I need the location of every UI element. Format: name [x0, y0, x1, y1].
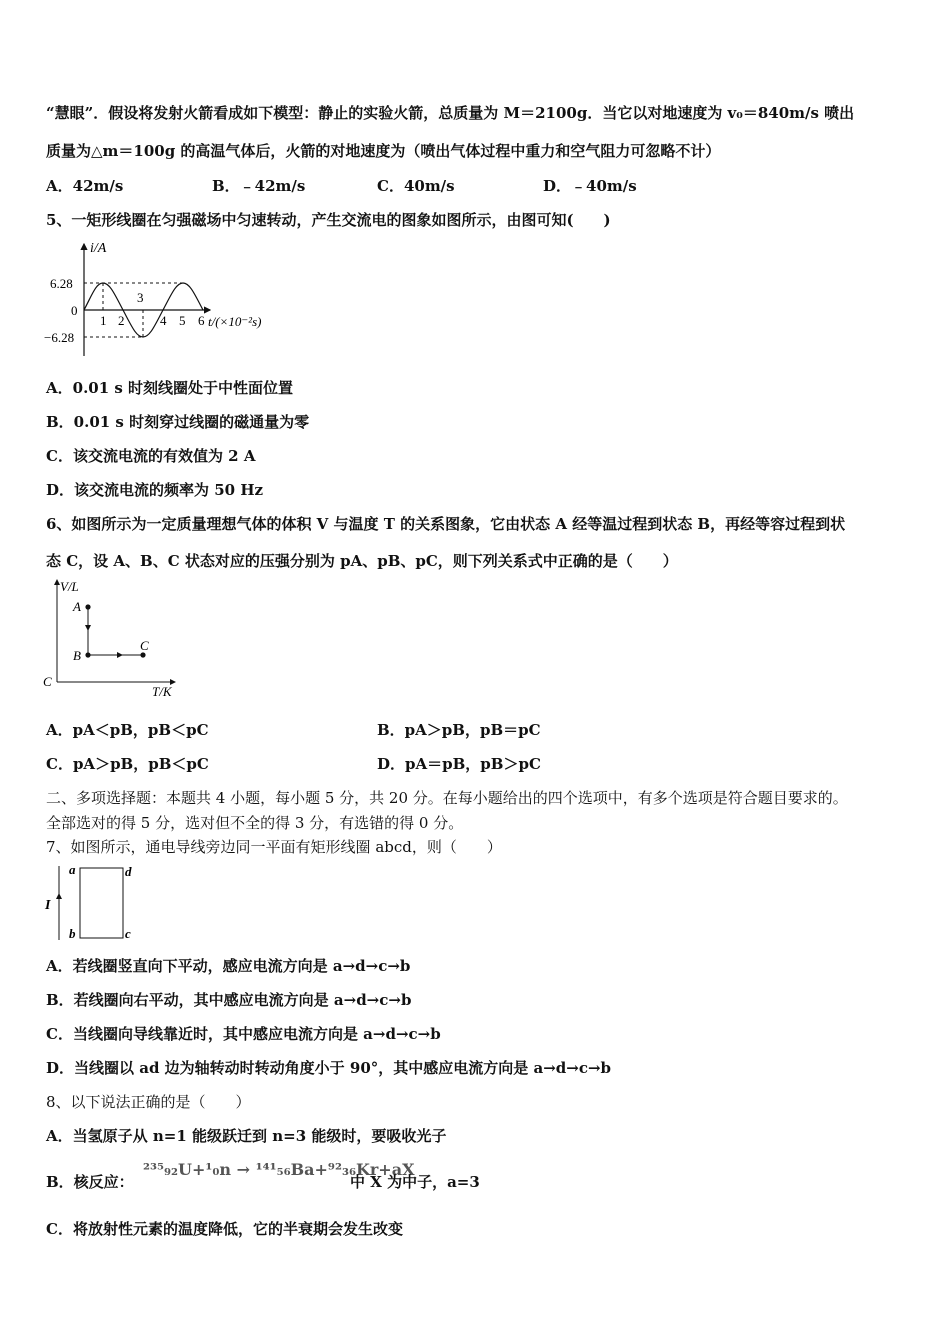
- q7-option-d[interactable]: D．当线圈以 ad 边为轴转动时转动角度小于 90°，其中感应电流方向是 a→d→c→b: [46, 1059, 612, 1077]
- q6-vt-graph: [40, 576, 190, 701]
- q6-option-d[interactable]: D．pA＝pB，pB＞pC: [377, 755, 541, 773]
- q8-stem: 8、以下说法正确的是（ ）: [46, 1093, 251, 1111]
- q8-option-a[interactable]: A．当氢原子从 n=1 能级跃迁到 n=3 能级时，要吸收光子: [46, 1127, 447, 1145]
- q6-line1: 6、如图所示为一定质量理想气体的体积 V 与温度 T 的关系图象，它由状态 A 经等温过程到状态 B，再经等容过程到状: [46, 515, 846, 533]
- q5-tick-3: 3: [137, 290, 144, 305]
- q5-tick-2: 2: [118, 313, 125, 328]
- q5-tick-5: 5: [179, 313, 186, 328]
- q5-zero-label: 0: [71, 303, 78, 318]
- q8-option-b-equation: ²³⁵₉₂U+¹₀n → ¹⁴¹₅₆Ba+⁹²₃₆Kr+aX: [143, 1160, 415, 1179]
- q8-option-b-prefix[interactable]: B．核反应：: [46, 1173, 134, 1191]
- section2-line1: 二、多项选择题：本题共 4 小题，每小题 5 分，共 20 分。在每小题给出的四个选项中，有多个选项是符合题目要求的。: [46, 789, 848, 807]
- q7-label-a: a: [69, 862, 76, 877]
- q8-option-b-suffix: 中 X 为中子，a=3: [350, 1173, 480, 1191]
- q5-xlabel: t/(×10⁻²s): [208, 314, 262, 329]
- q5-option-c[interactable]: C．该交流电流的有效值为 2 A: [46, 447, 256, 465]
- q4-option-d[interactable]: D．﹣40m/s: [543, 177, 637, 195]
- q6-option-a[interactable]: A．pA＜pB，pB＜pC: [46, 721, 209, 739]
- q6-option-c[interactable]: C．pA＞pB，pB＜pC: [46, 755, 209, 773]
- q7-label-b: b: [69, 926, 76, 941]
- q5-ymax-label: 6.28: [50, 276, 73, 291]
- q7-option-b[interactable]: B．若线圈向右平动，其中感应电流方向是 a→d→c→b: [46, 991, 412, 1009]
- q6-point-a: [85, 604, 90, 609]
- q7-current-label: I: [45, 898, 51, 913]
- q7-stem: 7、如图所示，通电导线旁边同一平面有矩形线圈 abcd，则（ ）: [46, 838, 502, 856]
- q5-tick-1: 1: [100, 313, 107, 328]
- q6-option-b[interactable]: B．pA＞pB，pB＝pC: [377, 721, 541, 739]
- q4-option-a[interactable]: A．42m/s: [46, 177, 124, 195]
- q7-option-a[interactable]: A．若线圈竖直向下平动，感应电流方向是 a→d→c→b: [46, 957, 411, 975]
- q4-option-b[interactable]: B．﹣42m/s: [212, 177, 306, 195]
- q6-label-a: A: [73, 599, 81, 614]
- q6-line2: 态 C，设 A、B、C 状态对应的压强分别为 pA、pB、pC，则下列关系式中正确的是（ ）: [46, 552, 678, 570]
- q5-stem: 5、一矩形线圈在匀强磁场中匀速转动，产生交流电的图象如图所示，由图可知( ): [46, 211, 611, 229]
- q4-line2: 质量为△m＝100g 的高温气体后，火箭的对地速度为（喷出气体过程中重力和空气阻力可忽略不计）: [46, 142, 721, 160]
- q5-option-a[interactable]: A．0.01 s 时刻线圈处于中性面位置: [46, 379, 294, 397]
- q6-origin-label: C: [43, 674, 52, 689]
- q7-option-c[interactable]: C．当线圈向导线靠近时，其中感应电流方向是 a→d→c→b: [46, 1025, 441, 1043]
- q5-option-d[interactable]: D．该交流电流的频率为 50 Hz: [46, 481, 264, 499]
- q5-tick-6: 6: [198, 313, 205, 328]
- q7-label-c: c: [125, 926, 131, 941]
- q6-label-c: C: [140, 638, 149, 653]
- q7-wire-loop-diagram: [40, 860, 150, 945]
- q6-xlabel: T/K: [152, 684, 172, 699]
- q6-label-b: B: [73, 648, 81, 663]
- q6-point-b: [85, 652, 90, 657]
- q7-loop: [80, 868, 123, 938]
- section2-line2: 全部选对的得 5 分，选对但不全的得 3 分，有选错的得 0 分。: [46, 814, 464, 832]
- q4-option-c[interactable]: C．40m/s: [377, 177, 455, 195]
- q4-line1: “慧眼”．假设将发射火箭看成如下模型：静止的实验火箭，总质量为 M＝2100g．当它以对地速度为 v₀＝840m/s 喷出: [46, 104, 855, 122]
- q5-ylabel: i/A: [90, 241, 107, 256]
- q5-current-graph: [40, 238, 300, 363]
- q7-label-d: d: [125, 864, 132, 879]
- q6-ylabel: V/L: [60, 579, 79, 594]
- q8-option-c[interactable]: C．将放射性元素的温度降低，它的半衰期会发生改变: [46, 1220, 403, 1238]
- q5-tick-4: 4: [160, 313, 167, 328]
- q5-ymin-label: −6.28: [44, 330, 75, 345]
- q6-point-c: [140, 652, 145, 657]
- q5-option-b[interactable]: B．0.01 s 时刻穿过线圈的磁通量为零: [46, 413, 310, 431]
